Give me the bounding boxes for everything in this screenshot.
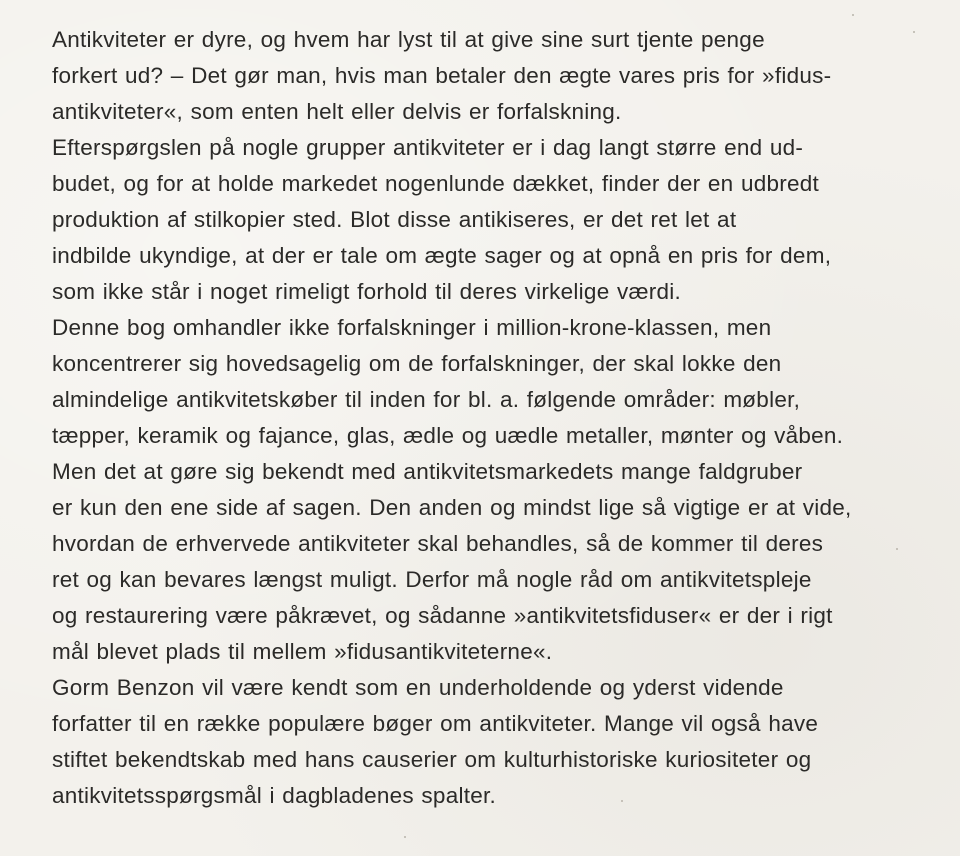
paragraph-5 — [52, 670, 932, 814]
text-line: budet, og for at holde markedet nogenlunde dækket, finder der en udbredt — [52, 171, 820, 196]
text-line: almindelige antikvitetskøber til inden for bl. a. følgende områder: møbler, — [52, 387, 801, 412]
text-line: stiftet bekendtskab med hans causerier om kulturhistoriske kuriositeter og — [52, 747, 812, 772]
text-line: forfatter til en række populære bøger om antikviteter. Mange vil også have — [52, 711, 819, 736]
paragraph-2 — [52, 130, 932, 310]
text-line: er kun den ene side af sagen. Den anden og mindst lige så vigtige er at vide, — [52, 495, 852, 520]
text-line: Efterspørgslen på nogle grupper antikviteter er i dag langt større end ud- — [52, 135, 804, 160]
text-line: og restaurering være påkrævet, og sådanne »antikvitetsfiduser« er der i rigt — [52, 603, 833, 628]
text-line: Men det at gøre sig bekendt med antikvitetsmarkedets mange faldgruber — [52, 459, 803, 484]
text-line: tæpper, keramik og fajance, glas, ædle og uædle metaller, mønter og våben. — [52, 423, 844, 448]
text-line: forkert ud? – Det gør man, hvis man betaler den ægte vares pris for »fidus- — [52, 63, 832, 88]
paper-speck — [852, 14, 854, 16]
text-line: produktion af stilkopier sted. Blot disse antikiseres, er det ret let at — [52, 207, 737, 232]
text-line: mål blevet plads til mellem »fidusantikviteterne«. — [52, 639, 553, 664]
text-line: antikvitetsspørgsmål i dagbladenes spalter. — [52, 783, 496, 808]
paragraph-1 — [52, 22, 932, 130]
blurb-text — [52, 22, 932, 814]
text-line: koncentrerer sig hovedsagelig om de forfalskninger, der skal lokke den — [52, 351, 782, 376]
text-line: hvordan de erhvervede antikviteter skal behandles, så de kommer til deres — [52, 531, 824, 556]
paper-speck — [896, 548, 898, 550]
paper-speck — [621, 800, 623, 802]
paper-speck — [913, 31, 915, 33]
paper-speck — [404, 836, 406, 838]
text-line: som ikke står i noget rimeligt forhold til deres virkelige værdi. — [52, 279, 681, 304]
text-line: antikviteter«, som enten helt eller delvis er forfalskning. — [52, 99, 622, 124]
text-line: indbilde ukyndige, at der er tale om ægte sager og at opnå en pris for dem, — [52, 243, 832, 268]
text-line: Antikviteter er dyre, og hvem har lyst til at give sine surt tjente penge — [52, 27, 765, 52]
paragraph-3 — [52, 310, 932, 454]
text-line: ret og kan bevares længst muligt. Derfor må nogle råd om antikvitetspleje — [52, 567, 812, 592]
paragraph-4 — [52, 454, 932, 670]
text-line: Gorm Benzon vil være kendt som en underholdende og yderst vidende — [52, 675, 784, 700]
text-line: Denne bog omhandler ikke forfalskninger i million-krone-klassen, men — [52, 315, 772, 340]
